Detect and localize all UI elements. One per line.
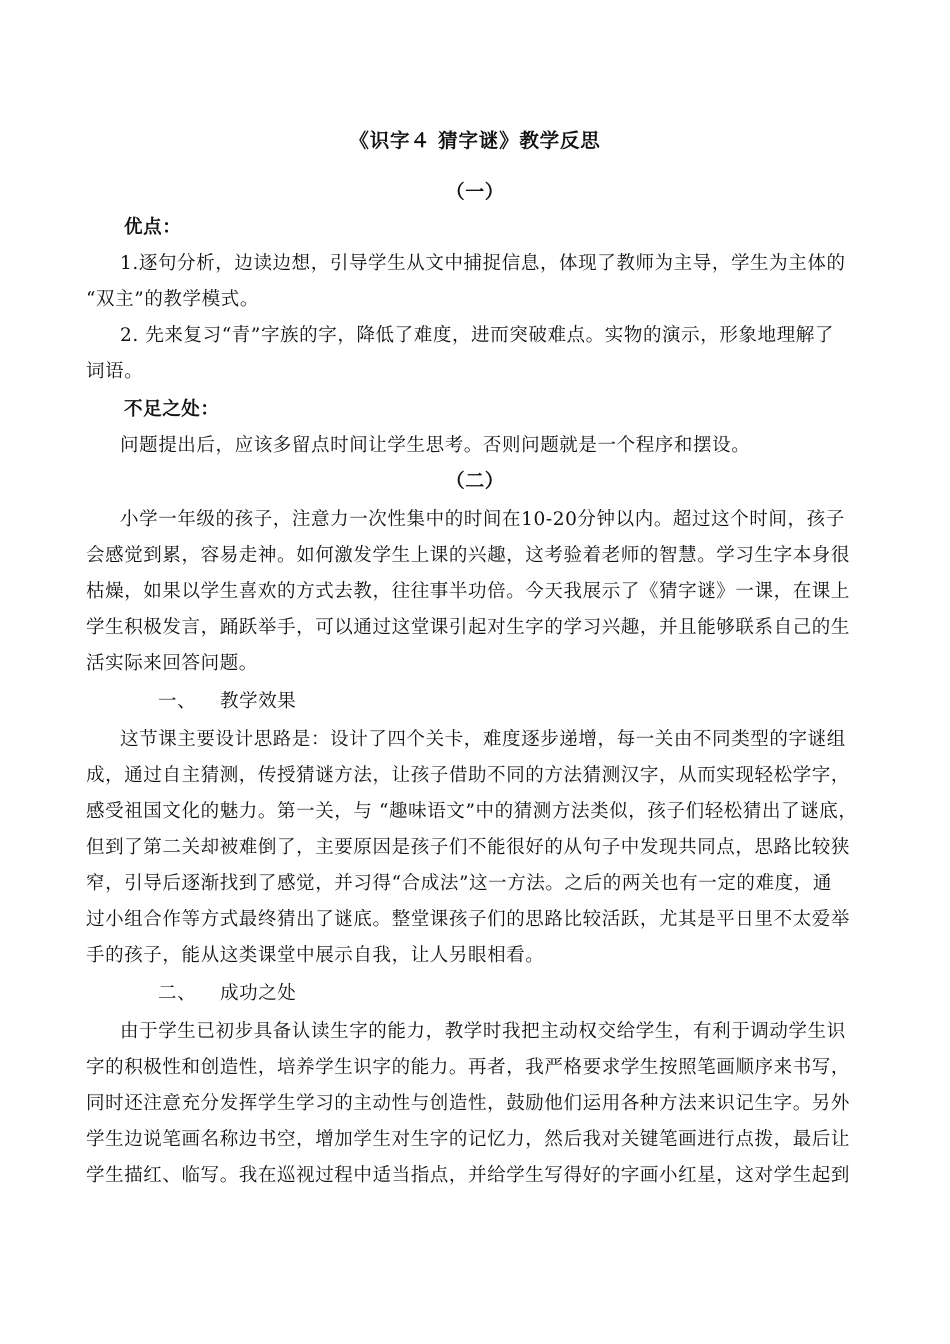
paragraph-line: 过小组合作等方式最终猜出了谜底。整堂课孩子们的思路比较活跃，尤其是平日里不太爱举 (86, 909, 851, 930)
paragraph-line: 感受祖国文化的魅力。第一关，与 “趣味语文”中的猜测方法类似，孩子们轻松猜出了谜底， (86, 801, 858, 822)
paragraph-line: “双主”的教学模式。 (86, 289, 259, 310)
paragraph-line: 词语。 (86, 361, 144, 382)
paragraph-line: 枯燥，如果以学生喜欢的方式去教，往往事半功倍。今天我展示了《猜字谜》一课，在课上 (86, 581, 851, 602)
paragraph-line: 会感觉到累，容易走神。如何激发学生上课的兴趣，这考验着老师的智慧。学习生字本身很 (86, 545, 851, 566)
paragraph-line: 但到了第二关却被难倒了，主要原因是孩子们不能很好的从句子中发现共同点，思路比较狭 (86, 837, 851, 858)
section-title: 成功之处 (220, 983, 297, 1004)
paragraph-line: 学生边说笔画名称边书空，增加学生对生字的记忆力，然后我对关键笔画进行点拨，最后让 (86, 1129, 851, 1150)
shortcomings-heading: 不足之处： (124, 399, 220, 420)
advantages-heading: 优点： (124, 217, 182, 238)
paragraph-line: 由于学生已初步具备认读生字的能力，教学时我把主动权交给学生，有利于调动学生识 (120, 1021, 846, 1042)
paragraph-line: 同时还注意充分发挥学生学习的主动性与创造性，鼓励他们运用各种方法来识记生字。另外 (86, 1093, 851, 1114)
section-number: 一、 (158, 691, 197, 712)
paragraph-line: 字的积极性和创造性，培养学生识字的能力。再者，我严格要求学生按照笔画顺序来书写， (86, 1057, 851, 1078)
paragraph-line: 1.逐句分析，边读边想，引导学生从文中捕捉信息，体现了教师为主导，学生为主体的 (120, 253, 846, 274)
paragraph-line: 学生描红、临写。我在巡视过程中适当指点，并给学生写得好的字画小红星，这对学生起到 (86, 1165, 851, 1186)
paragraph-line: 成，通过自主猜测，传授猜谜方法，让孩子借助不同的方法猜测汉字，从而实现轻松学字， (86, 765, 851, 786)
part1-heading: （一） (445, 181, 505, 203)
paragraph-line: 活实际来回答问题。 (86, 653, 258, 674)
paragraph-line: 手的孩子，能从这类课堂中展示自我，让人另眼相看。 (86, 945, 545, 966)
document-title: 《识字４ 猜字谜》教学反思 (349, 129, 601, 152)
paragraph-line: 学生积极发言，踊跃举手，可以通过这堂课引起对生字的学习兴趣，并且能够联系自己的生 (86, 617, 851, 638)
section-title: 教学效果 (220, 691, 297, 712)
paragraph-line: 2. 先来复习“青”字族的字，降低了难度，进而突破难点。实物的演示，形象地理解了 (120, 325, 834, 346)
paragraph-line: 窄，引导后逐渐找到了感觉，并习得“合成法”这一方法。之后的两关也有一定的难度，通 (86, 873, 832, 894)
paragraph-line: 小学一年级的孩子，注意力一次性集中的时间在10-20分钟以内。超过这个时间，孩子 (120, 509, 845, 530)
part2-heading: （二） (445, 470, 505, 492)
section-number: 二、 (158, 983, 197, 1004)
paragraph-line: 问题提出后，应该多留点时间让学生思考。否则问题就是一个程序和摆设。 (120, 435, 751, 456)
paragraph-line: 这节课主要设计思路是：设计了四个关卡，难度逐步递增，每一关由不同类型的字谜组 (120, 729, 846, 750)
